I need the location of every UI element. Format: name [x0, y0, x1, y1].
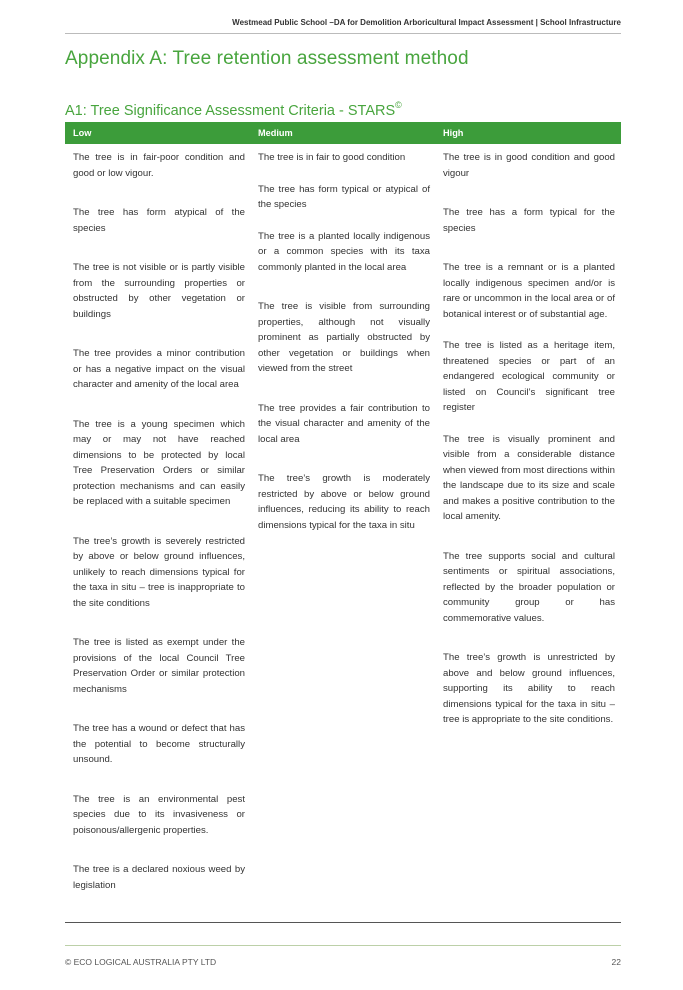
table-header-row — [65, 122, 621, 144]
low-criterion: The tree is a young specimen which may or may not have reached dimensions to be protected by local Tree Preservation Orders or similar protection mechanisms and can easily be replaced with a suitable specimen — [73, 418, 245, 507]
high-criterion: The tree has a form typical for the species — [443, 207, 615, 234]
low-criterion: The tree is listed as exempt under the provisions of the local Council Tree Preservation Order or similar protection mechanisms — [73, 637, 245, 695]
low-criterion: The tree has form atypical of the species — [73, 207, 245, 234]
high-criterion: The tree is listed as a heritage item, threatened species or part of an endangered ecological community or listed on Council’s significant tree register — [443, 340, 615, 413]
table-bottom-rule — [65, 922, 621, 923]
low-criterion: The tree is a declared noxious weed by legislation — [73, 864, 245, 891]
high-criterion: The tree is in good condition and good vigour — [443, 152, 615, 179]
column-medium — [258, 150, 430, 533]
medium-criterion: The tree has form typical or atypical of the species — [258, 183, 430, 210]
header-low: Low — [73, 128, 92, 138]
header-divider — [65, 33, 621, 34]
low-criterion: The tree is not visible or is partly visible from the surrounding properties or obstructed by other vegetation or buildings — [73, 262, 245, 320]
footer-divider — [65, 945, 621, 946]
header-medium: Medium — [258, 128, 293, 138]
high-criterion: The tree’s growth is unrestricted by above and below ground influences, supporting its ability to reach dimensions typical for the taxa in situ – tree is appropriate to the site conditions. — [443, 652, 615, 725]
running-header: Westmead Public School –DA for Demolition Arboricultural Impact Assessment | School Infrastructure — [232, 18, 621, 27]
low-criterion: The tree is in fair-poor condition and good or low vigour. — [73, 152, 245, 179]
criteria-table — [65, 122, 621, 891]
medium-criterion: The tree is a planted locally indigenous or a common species with its taxa commonly planted in the local area — [258, 230, 430, 273]
column-high — [443, 150, 615, 728]
footer-copyright: © ECO LOGICAL AUSTRALIA PTY LTD — [65, 957, 217, 967]
header-high: High — [443, 128, 464, 138]
high-criterion: The tree supports social and cultural sentiments or spiritual associations, reflected by the broader population or community group or has commemorative values. — [443, 550, 615, 624]
copyright-mark: © — [395, 100, 402, 110]
low-criterion: The tree has a wound or defect that has the potential to become structurally unsound. — [73, 723, 245, 765]
low-criterion: The tree provides a minor contribution or has a negative impact on the visual character and amenity of the local area — [73, 348, 245, 390]
page-number: 22 — [611, 957, 621, 967]
medium-criterion: The tree is in fair to good condition — [258, 152, 406, 163]
medium-criterion: The tree’s growth is moderately restricted by above or below ground influences, reducing its ability to reach dimensions typical for the taxa in situ — [258, 473, 430, 531]
section-title — [65, 101, 402, 119]
low-criterion: The tree is an environmental pest species due to its invasiveness or poisonous/allergenic properties. — [73, 793, 245, 836]
appendix-title: Appendix A: Tree retention assessment method — [65, 48, 469, 69]
low-criterion: The tree’s growth is severely restricted by above or below ground influences, unlikely to reach dimensions typical for the taxa in situ – tree is inappropriate to the site conditions — [73, 535, 245, 609]
high-criterion: The tree is a remnant or is a planted locally indigenous specimen and/or is rare or uncommon in the local area or of botanical interest or of substantial age. — [443, 262, 615, 320]
medium-criterion: The tree is visible from surrounding properties, although not visually prominent as partially obstructed by other vegetation or buildings when viewed from the street — [258, 301, 430, 374]
section-title-text: A1: Tree Significance Assessment Criteria - STARS — [65, 102, 396, 119]
column-low — [73, 150, 245, 893]
medium-criterion: The tree provides a fair contribution to the visual character and amenity of the local area — [258, 402, 430, 445]
high-criterion: The tree is visually prominent and visible from a considerable distance when viewed from most directions within the landscape due to its size and scale and makes a positive contribution to the local amenity. — [443, 433, 615, 522]
